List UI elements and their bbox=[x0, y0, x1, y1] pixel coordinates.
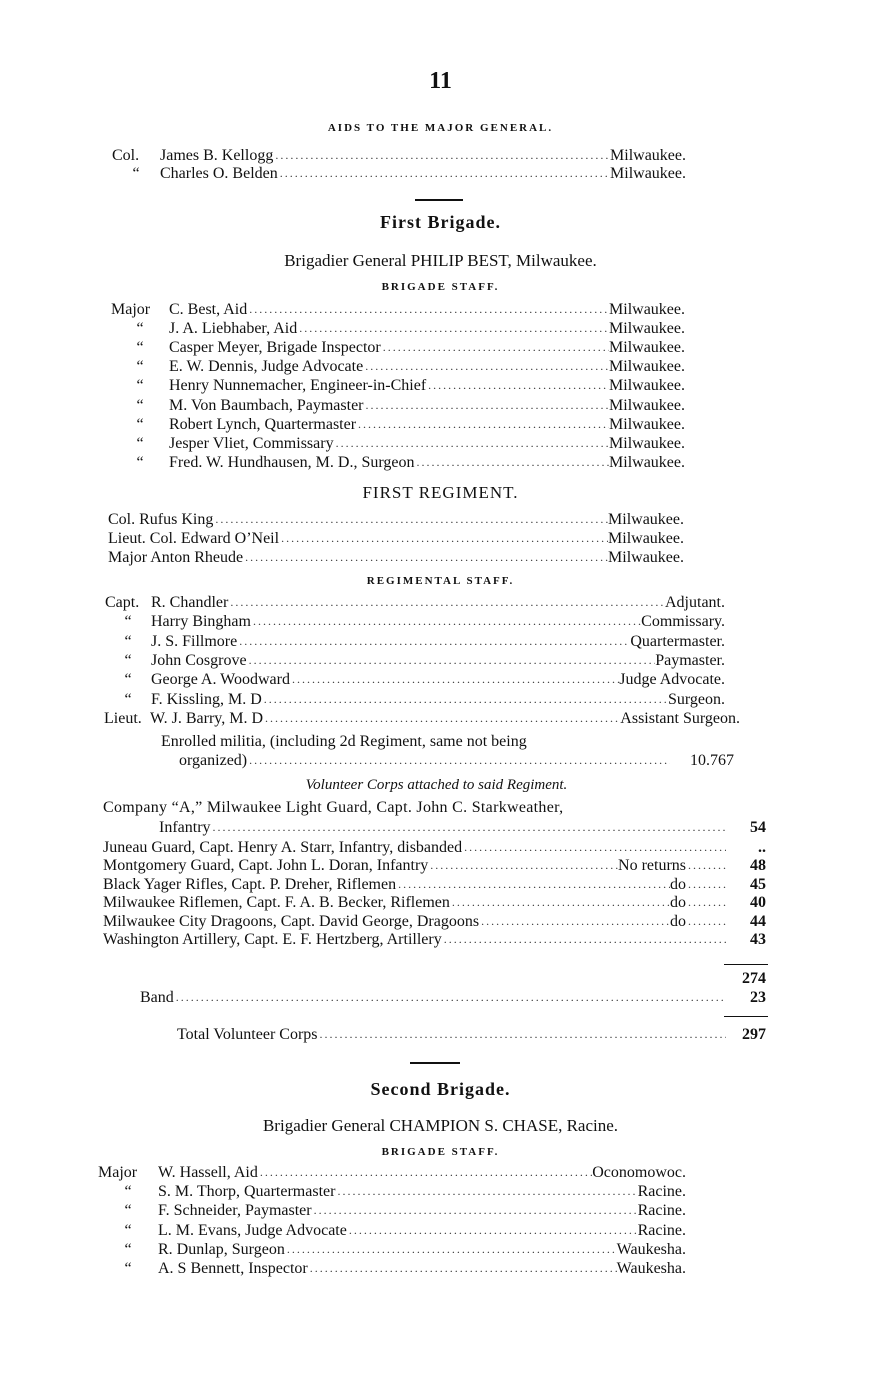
dot-leader bbox=[363, 357, 609, 376]
brigade-staff-row bbox=[111, 300, 685, 319]
row-value: Racine. bbox=[637, 1202, 686, 1220]
corps-note: do bbox=[670, 912, 686, 930]
row-name: R. Dunlap, Surgeon bbox=[158, 1240, 285, 1258]
row-value: Commissary. bbox=[641, 613, 725, 631]
row-value: Milwaukee. bbox=[609, 434, 685, 452]
dot-leader bbox=[262, 690, 668, 709]
row-prefix: “ bbox=[136, 434, 144, 452]
row-prefix: “ bbox=[136, 339, 144, 357]
row-name: F. Kissling, M. D bbox=[151, 690, 262, 708]
row-value: Milwaukee. bbox=[608, 511, 684, 528]
dot-leader bbox=[462, 838, 726, 857]
row-value: Racine. bbox=[637, 1183, 686, 1201]
dot-leader bbox=[243, 548, 608, 567]
row-name: Fred. W. Hundhausen, M. D., Surgeon bbox=[169, 453, 415, 471]
dot-leader bbox=[308, 1259, 617, 1278]
row-name: Lieut. Col. Edward O’Neil bbox=[108, 530, 280, 547]
row-prefix: “ bbox=[136, 415, 144, 433]
dot-leader bbox=[312, 1201, 638, 1220]
second-brigade-general: Brigadier General CHAMPION S. CHASE, Racine. bbox=[262, 1116, 619, 1135]
dot-leader bbox=[334, 434, 609, 453]
row-prefix: Major bbox=[111, 301, 151, 318]
dot-leader bbox=[428, 856, 618, 875]
dot-leader bbox=[263, 709, 620, 728]
total-row: Total Volunteer Corps ..... 297 bbox=[177, 1025, 766, 1044]
brigade-staff-row bbox=[111, 319, 685, 338]
corps-value: 44 bbox=[750, 912, 766, 930]
page-number: 11 bbox=[429, 68, 452, 94]
row-value: Oconomowoc. bbox=[592, 1164, 686, 1181]
section-divider bbox=[415, 199, 463, 201]
subtotal-value: 274 bbox=[742, 970, 766, 987]
brigade-staff-row bbox=[98, 1163, 686, 1182]
row-prefix: “ bbox=[124, 613, 132, 631]
row-name: F. Schneider, Paymaster bbox=[158, 1202, 312, 1220]
brigade-staff-row bbox=[111, 434, 685, 453]
band-row: Band ..... 23 bbox=[140, 988, 766, 1007]
row-value: Assistant Surgeon. bbox=[620, 709, 740, 727]
volunteer-corps-row bbox=[103, 838, 766, 857]
row-name: John Cosgrove bbox=[151, 651, 247, 669]
dot-leader bbox=[356, 415, 609, 434]
dot-leader bbox=[213, 510, 608, 529]
volunteer-corps-row bbox=[103, 856, 766, 875]
row-value: Milwaukee. bbox=[609, 453, 685, 471]
brigade-staff-row bbox=[98, 1182, 686, 1201]
volunteer-corps-row bbox=[103, 893, 766, 912]
volunteer-corps-heading: Volunteer Corps attached to said Regiment. bbox=[305, 777, 568, 793]
corps-name: Montgomery Guard, Capt. John L. Doran, Infantry bbox=[103, 857, 429, 875]
dot-leader bbox=[479, 912, 670, 931]
aids-row: “ Charles O. Belden ..... Milwaukee. bbox=[112, 164, 686, 183]
row-prefix: “ bbox=[124, 671, 132, 689]
corps-note: do bbox=[670, 875, 686, 893]
dot-leader bbox=[426, 376, 609, 395]
row-value: Racine. bbox=[637, 1221, 686, 1239]
brigade-staff-row bbox=[98, 1201, 686, 1220]
row-name: M. Von Baumbach, Paymaster bbox=[169, 396, 364, 414]
brigade-staff-row bbox=[111, 415, 685, 434]
corps-note: do bbox=[670, 894, 686, 912]
regimental-staff-row bbox=[105, 593, 725, 612]
row-value: Milwaukee. bbox=[609, 301, 685, 318]
dot-leader bbox=[247, 300, 609, 319]
row-name: Casper Meyer, Brigade Inspector bbox=[169, 339, 381, 357]
dot-leader bbox=[347, 1221, 638, 1240]
dot-leader bbox=[247, 651, 656, 670]
dot-leader bbox=[228, 593, 665, 612]
brigade-staff-row bbox=[111, 396, 685, 415]
row-name: George A. Woodward bbox=[151, 671, 290, 689]
row-value: Milwaukee. bbox=[609, 415, 685, 433]
row-prefix: “ bbox=[124, 651, 132, 669]
enrolled-militia-row: organized) ..... 10.767 bbox=[179, 751, 734, 770]
regimental-staff-row bbox=[105, 670, 725, 689]
dot-leader bbox=[686, 875, 726, 894]
regimental-staff-row bbox=[105, 690, 725, 709]
row-prefix: “ bbox=[136, 396, 144, 414]
row-prefix: “ bbox=[124, 1202, 132, 1220]
dot-leader bbox=[686, 893, 726, 912]
brigade-staff-row bbox=[98, 1240, 686, 1259]
corps-value: 48 bbox=[750, 857, 766, 875]
corps-name: Juneau Guard, Capt. Henry A. Starr, Infantry, disbanded bbox=[103, 839, 463, 856]
first-brigade-staff-heading: BRIGADE STAFF. bbox=[381, 281, 500, 293]
regiment-officer-row bbox=[108, 510, 684, 529]
enrolled-militia-text: Enrolled militia, (including 2d Regiment, same not being bbox=[161, 733, 527, 750]
row-name: C. Best, Aid bbox=[169, 301, 248, 318]
dot-leader bbox=[258, 1163, 592, 1182]
row-value: Surgeon. bbox=[667, 690, 725, 708]
regiment-officer-row bbox=[108, 529, 684, 548]
row-name: Col. Rufus King bbox=[108, 511, 214, 528]
corps-value: .. bbox=[758, 839, 766, 856]
brigade-staff-row bbox=[111, 376, 685, 395]
company-a-text: Company “A,” Milwaukee Light Guard, Capt. John C. Starkweather, bbox=[103, 799, 564, 816]
row-prefix: Capt. bbox=[105, 594, 140, 611]
row-value: Milwaukee. bbox=[608, 549, 684, 566]
corps-value: 40 bbox=[750, 894, 766, 912]
regiment-officer-row bbox=[108, 548, 684, 567]
regimental-staff-heading: REGIMENTAL STAFF. bbox=[366, 575, 515, 587]
dot-leader bbox=[686, 856, 726, 875]
total-rule bbox=[724, 1016, 768, 1017]
volunteer-corps-row bbox=[103, 875, 766, 894]
row-name: J. S. Fillmore bbox=[151, 632, 238, 650]
row-prefix: “ bbox=[136, 453, 144, 471]
dot-leader bbox=[450, 893, 670, 912]
row-prefix: “ bbox=[136, 358, 144, 376]
row-name: A. S Bennett, Inspector bbox=[158, 1260, 308, 1277]
row-name: Robert Lynch, Quartermaster bbox=[169, 415, 357, 433]
row-name: W. J. Barry, M. D bbox=[150, 709, 264, 727]
row-value: Milwaukee. bbox=[609, 320, 685, 338]
aids-heading: AIDS TO THE MAJOR GENERAL. bbox=[327, 122, 554, 134]
row-prefix: “ bbox=[124, 632, 132, 650]
row-value: Waukesha. bbox=[616, 1260, 686, 1277]
row-prefix: “ bbox=[124, 1260, 132, 1277]
row-prefix: “ bbox=[124, 690, 132, 708]
corps-name: Black Yager Rifles, Capt. P. Dreher, Riflemen bbox=[103, 875, 397, 893]
row-prefix: “ bbox=[124, 1240, 132, 1258]
dot-leader bbox=[396, 875, 670, 894]
corps-name: Milwaukee City Dragoons, Capt. David George, Dragoons bbox=[103, 912, 480, 930]
aids-row: Col. James B. Kellogg ..... Milwaukee. bbox=[112, 146, 686, 165]
row-name: R. Chandler bbox=[151, 594, 229, 611]
row-name: Harry Bingham bbox=[151, 613, 251, 631]
dot-leader bbox=[442, 930, 726, 949]
row-value: Waukesha. bbox=[616, 1240, 686, 1258]
company-a-row: Infantry ..... 54 bbox=[159, 818, 766, 837]
row-value: Milwaukee. bbox=[608, 530, 684, 547]
row-value: Milwaukee. bbox=[609, 396, 685, 414]
dot-leader bbox=[285, 1240, 617, 1259]
row-value: Milwaukee. bbox=[609, 339, 685, 357]
volunteer-corps-row bbox=[103, 912, 766, 931]
first-brigade-general: Brigadier General PHILIP BEST, Milwaukee. bbox=[284, 251, 597, 270]
row-name: E. W. Dennis, Judge Advocate bbox=[169, 358, 364, 376]
row-prefix: “ bbox=[136, 377, 144, 395]
row-value: Milwaukee. bbox=[609, 358, 685, 376]
corps-value: 45 bbox=[750, 875, 766, 893]
brigade-staff-row bbox=[98, 1259, 686, 1278]
dot-leader bbox=[251, 612, 641, 631]
corps-note: No returns bbox=[618, 857, 686, 875]
row-name: Jesper Vliet, Commissary bbox=[169, 434, 334, 452]
corps-name: Milwaukee Riflemen, Capt. F. A. B. Becker, Riflemen bbox=[103, 894, 450, 912]
row-prefix: “ bbox=[136, 320, 144, 338]
dot-leader bbox=[381, 338, 609, 357]
row-value: Quartermaster. bbox=[630, 632, 725, 650]
volunteer-corps-row bbox=[103, 930, 766, 949]
regimental-staff-row bbox=[104, 709, 740, 728]
row-prefix: Major bbox=[98, 1164, 138, 1181]
dot-leader bbox=[686, 912, 726, 931]
first-regiment-title: FIRST REGIMENT. bbox=[362, 483, 519, 502]
second-brigade-staff-heading: BRIGADE STAFF. bbox=[381, 1146, 500, 1158]
row-name: L. M. Evans, Judge Advocate bbox=[158, 1221, 347, 1239]
regimental-staff-row bbox=[105, 651, 725, 670]
brigade-staff-row bbox=[111, 453, 685, 472]
row-value: Paymaster. bbox=[655, 651, 725, 669]
row-name: S. M. Thorp, Quartermaster bbox=[158, 1183, 336, 1201]
row-name: Henry Nunnemacher, Engineer-in-Chief bbox=[169, 377, 427, 395]
dot-leader bbox=[335, 1182, 637, 1201]
dot-leader bbox=[364, 396, 610, 415]
row-name: Major Anton Rheude bbox=[108, 549, 244, 566]
section-divider bbox=[410, 1062, 460, 1064]
dot-leader bbox=[279, 529, 608, 548]
brigade-staff-row bbox=[111, 338, 685, 357]
row-value: Judge Advocate. bbox=[619, 671, 725, 689]
row-prefix: Lieut. bbox=[104, 709, 142, 727]
row-name: J. A. Liebhaber, Aid bbox=[169, 320, 298, 338]
regimental-staff-row bbox=[105, 612, 725, 631]
row-name: W. Hassell, Aid bbox=[158, 1164, 258, 1181]
row-value: Adjutant. bbox=[665, 594, 725, 611]
row-prefix: “ bbox=[124, 1221, 132, 1239]
second-brigade-title: Second Brigade. bbox=[370, 1079, 511, 1099]
corps-value: 43 bbox=[750, 931, 766, 948]
dot-leader bbox=[237, 632, 630, 651]
subtotal-rule bbox=[724, 964, 768, 965]
regimental-staff-row bbox=[105, 632, 725, 651]
dot-leader bbox=[414, 453, 609, 472]
row-prefix: “ bbox=[124, 1183, 132, 1201]
first-brigade-title: First Brigade. bbox=[380, 212, 501, 232]
brigade-staff-row bbox=[111, 357, 685, 376]
dot-leader bbox=[297, 319, 609, 338]
dot-leader bbox=[290, 670, 619, 689]
row-value: Milwaukee. bbox=[609, 377, 685, 395]
brigade-staff-row bbox=[98, 1221, 686, 1240]
corps-name: Washington Artillery, Capt. E. F. Hertzberg, Artillery bbox=[103, 931, 442, 948]
